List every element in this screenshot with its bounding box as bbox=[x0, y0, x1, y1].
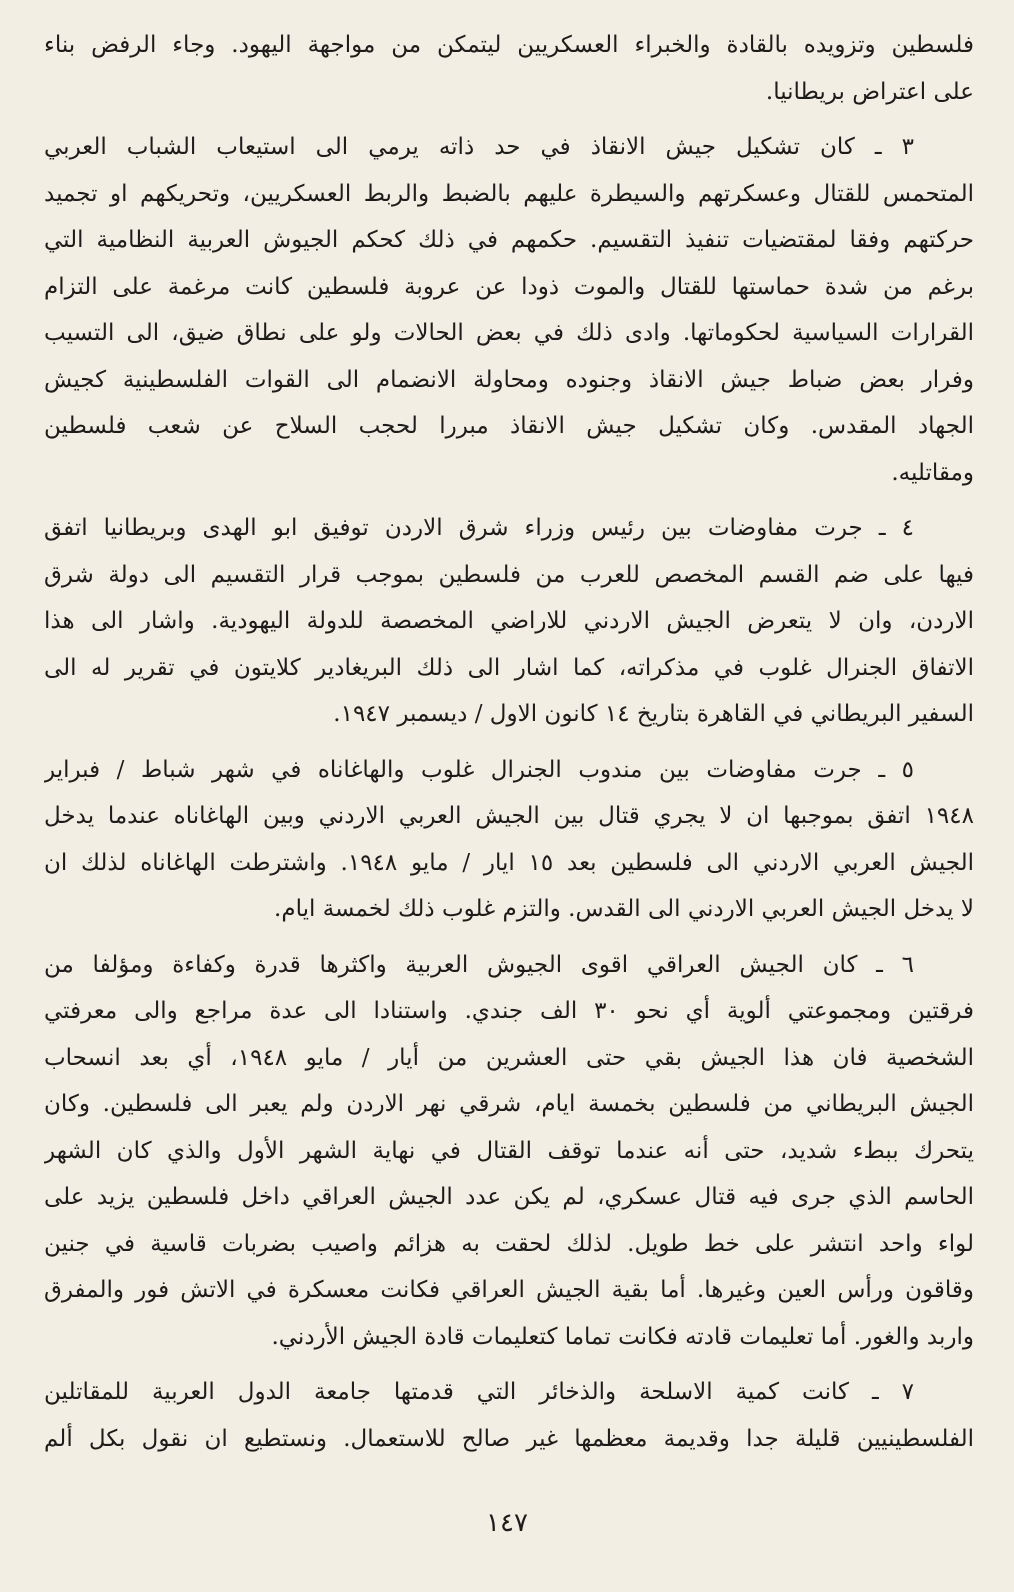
text-line: على اعتراض بريطانيا. bbox=[765, 78, 974, 105]
text-line: المتحمس للقتال وعسكرتهم والسيطرة عليهم بالضبط والربط العسكريين، وتحريكهم او تجميد bbox=[44, 180, 974, 207]
text-line: فرقتين ومجموعتي ألوية أي نحو ٣٠ الف جندي. واستنادا الى عدة مراجع والى معرفتي bbox=[44, 998, 974, 1024]
text-line: ومقاتليه. bbox=[891, 459, 974, 486]
text-line: الشخصية فان هذا الجيش بقي حتى العشرين من أيار / مايو ١٩٤٨، أي بعد انسحاب bbox=[44, 1044, 974, 1071]
text-line: الاتفاق الجنرال غلوب في مذكراته، كما اشار الى ذلك البريغادير كلايتون في تقرير له الى bbox=[44, 654, 974, 681]
text-line: الفلسطينيين قليلة جدا وقديمة معظمها غير صالح للاستعمال. ونستطيع ان نقول بكل ألم bbox=[44, 1425, 974, 1452]
text-line: وفرار بعض ضباط جيش الانقاذ وجنوده ومحاولة الانضمام الى القوات الفلسطينية كجيش bbox=[44, 366, 974, 393]
text-line: السفير البريطاني في القاهرة بتاريخ ١٤ كانون الاول / ديسمبر ١٩٤٧. bbox=[333, 701, 974, 727]
text-line: الجيش البريطاني من فلسطين بخمسة ايام، شرقي نهر الاردن ولم يعبر الى فلسطين. وكان bbox=[44, 1091, 974, 1117]
page-number: ١٤٧ bbox=[486, 1508, 528, 1538]
text-line: ٧ ـ كانت كمية الاسلحة والذخائر التي قدمتها جامعة الدول العربية للمقاتلين bbox=[44, 1379, 914, 1405]
paragraph-6 bbox=[44, 942, 974, 1361]
text-line: الاردن، وان لا يتعرض الجيش الاردني للاراضي المخصصة للدولة اليهودية. واشار الى هذا bbox=[44, 608, 974, 634]
text-line: الحاسم الذي جرى فيه قتال عسكري، لم يكن عدد الجيش العراقي داخل فلسطين يزيد على bbox=[44, 1184, 974, 1210]
text-line: ١٩٤٨ اتفق بموجبها ان لا يجري قتال بين الجيش العربي الاردني وبين الهاغاناه عندما يدخل bbox=[44, 803, 974, 829]
text-line: ٦ ـ كان الجيش العراقي اقوى الجيوش العربية واكثرها قدرة وكفاءة ومؤلفا من bbox=[44, 951, 914, 978]
text-line: القرارات السياسية لحكوماتها. وادى ذلك في بعض الحالات ولو على نطاق ضيق، الى التسيب bbox=[44, 320, 974, 346]
text-line: لا يدخل الجيش العربي الاردني الى القدس. والتزم غلوب ذلك لخمسة ايام. bbox=[274, 896, 974, 922]
text-line: الجيش العربي الاردني الى فلسطين بعد ١٥ ايار / مايو ١٩٤٨. واشترطت الهاغاناه لذلك ان bbox=[44, 849, 974, 876]
text-line: يتحرك ببطء شديد، حتى أنه عندما توقف القتال في نهاية الشهر الأول والذي كان الشهر bbox=[44, 1137, 974, 1164]
text-line: ٣ ـ كان تشكيل جيش الانقاذ في حد ذاته يرمي الى استيعاب الشباب العربي bbox=[44, 134, 914, 160]
text-line: برغم من شدة حماستها للقتال والموت ذودا عن عروبة فلسطين كانت مرغمة على التزام bbox=[44, 273, 974, 300]
paragraph-3 bbox=[44, 124, 974, 496]
text-line: الجهاد المقدس. وكان تشكيل جيش الانقاذ مبررا لحجب السلاح عن شعب فلسطين bbox=[44, 413, 974, 439]
paragraph-continuation bbox=[44, 22, 974, 115]
text-line: فلسطين وتزويده بالقادة والخبراء العسكريين ليتمكن من مواجهة اليهود. وجاء الرفض بناء bbox=[44, 32, 974, 58]
text-line: ٤ ـ جرت مفاوضات بين رئيس وزراء شرق الاردن توفيق ابو الهدى وبريطانيا اتفق bbox=[44, 515, 914, 541]
text-line: واربد والغور. أما تعليمات قادته فكانت تماما كتعليمات قادة الجيش الأردني. bbox=[271, 1323, 974, 1350]
paragraph-7 bbox=[44, 1369, 974, 1462]
paragraph-5 bbox=[44, 747, 974, 933]
text-line: لواء واحد انتشر على خط طويل. لذلك لحقت به هزائم واصيب بضربات قاسية في جنين bbox=[44, 1230, 974, 1257]
text-line: وقاقون ورأس العين وغيرها. أما بقية الجيش العراقي فكانت معسكرة في الاتش فور والمفرق bbox=[44, 1277, 974, 1303]
text-line: حركتهم وفقا لمقتضيات تنفيذ التقسيم. حكمهم في ذلك كحكم الجيوش العربية النظامية التي bbox=[44, 227, 974, 253]
text-line: ٥ ـ جرت مفاوضات بين مندوب الجنرال غلوب والهاغاناه في شهر شباط / فبراير bbox=[44, 756, 914, 783]
paragraph-4 bbox=[44, 505, 974, 738]
text-line: فيها على ضم القسم المخصص للعرب من فلسطين بموجب قرار التقسيم الى دولة شرق bbox=[44, 561, 974, 588]
